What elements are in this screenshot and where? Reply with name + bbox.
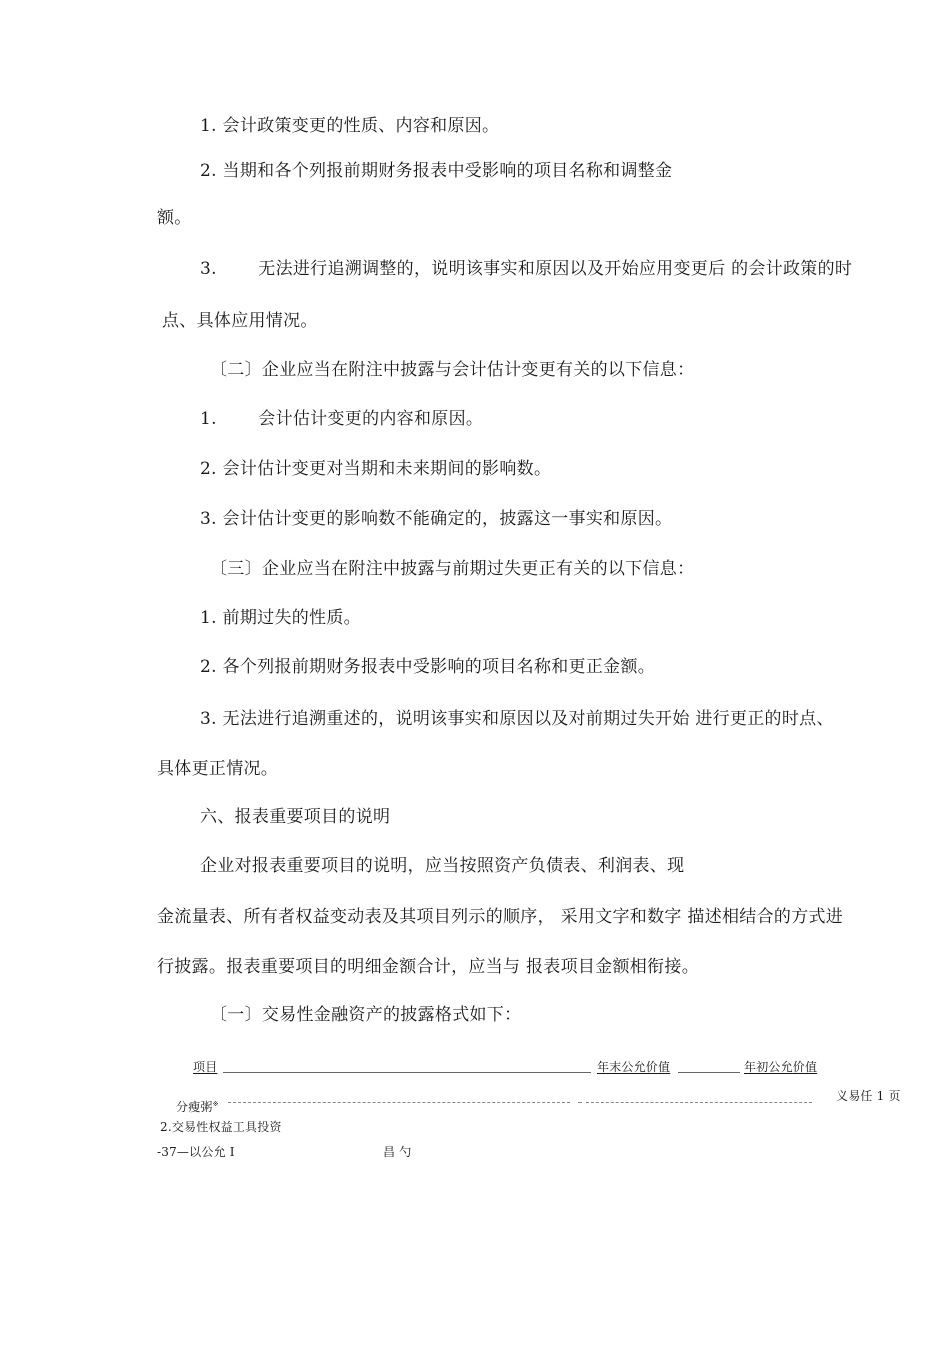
header-rule	[678, 1072, 740, 1073]
item-text: 无法进行追溯调整的，说明该事实和原因以及开始应用变更后 的会计政策的时	[258, 259, 853, 279]
item-number: 2.	[200, 657, 217, 677]
list-item-policy-2	[200, 160, 672, 182]
section-heading-trading-assets: 〔一〕交易性金融资产的披露格式如下：	[210, 1005, 522, 1025]
table-header-end-value: 年末公允价值	[597, 1060, 671, 1074]
row-rule	[586, 1102, 812, 1103]
section-heading-estimate: 〔二〕企业应当在附注中披露与会计估计变更有关的以下信息：	[210, 360, 695, 380]
list-item-error-2	[200, 656, 655, 678]
item-text: 无法进行追溯重述的，说明该事实和原因以及对前期过失开始 进行更正的时点、	[222, 709, 834, 729]
item-number: 2.	[200, 459, 217, 479]
table-header-item: 项目	[193, 1060, 218, 1074]
item-text: 会计政策变更的性质、内容和原因。	[222, 116, 500, 136]
item-text: 会计估计变更的影响数不能确定的，披露这一事实和原因。	[222, 509, 673, 529]
list-item-estimate-2	[200, 458, 551, 480]
item-number: 1.	[200, 608, 217, 628]
item-number: 2.	[200, 161, 217, 181]
item-number: 1.	[200, 409, 217, 429]
table-row-fragment: 昌 勺	[383, 1145, 412, 1159]
page-note: 义易任 1 页	[836, 1089, 901, 1103]
paragraph-line: 企业对报表重要项目的说明，应当按照资产负债表、利润表、现	[200, 856, 685, 876]
item-text: 当期和各个列报前期财务报表中受影响的项目名称和调整金	[222, 161, 673, 181]
list-item-policy-1	[200, 115, 499, 137]
row-footnote-mark: ※	[212, 1100, 219, 1108]
row-rule	[578, 1102, 582, 1103]
row-rule	[228, 1102, 570, 1103]
paragraph-line: 行披露。报表重要项目的明细金额合计，应当与 报表项目金额相衔接。	[157, 957, 700, 977]
section-heading-error: 〔三〕企业应当在附注中披露与前期过失更正有关的以下信息：	[210, 559, 695, 579]
item-text: 各个列报前期财务报表中受影响的项目名称和更正金额。	[222, 657, 656, 677]
continuation-text: 具体更正情况。	[157, 759, 279, 779]
continuation-text: 额。	[157, 208, 192, 228]
list-item-error-3	[200, 708, 834, 730]
list-item-policy-3	[200, 258, 852, 280]
list-item-estimate-3	[200, 508, 672, 530]
section-heading-six: 六、报表重要项目的说明	[200, 807, 391, 827]
table-row-label: 2.交易性权益工具投资	[160, 1120, 282, 1134]
list-item-error-1	[200, 607, 361, 629]
list-item-estimate-1	[200, 408, 483, 430]
continuation-text: 点、具体应用情况。	[162, 311, 318, 331]
item-text: 会计估计变更对当期和未来期间的影响数。	[222, 459, 552, 479]
paragraph-line: 金流量表、所有者权益变动表及其项目列示的顺序， 采用文字和数字 描述相结合的方式进	[157, 907, 844, 927]
table-row-label	[176, 1096, 219, 1115]
item-number: 3.	[200, 509, 217, 529]
item-text: 会计估计变更的内容和原因。	[258, 409, 484, 429]
row-text: 分瘦粥	[176, 1100, 213, 1114]
item-number: 3.	[200, 259, 217, 279]
item-text: 前期过失的性质。	[222, 608, 361, 628]
item-number: 3.	[200, 709, 217, 729]
table-header-begin-value: 年初公允价值	[744, 1060, 818, 1074]
header-rule	[223, 1072, 591, 1073]
item-number: 1.	[200, 116, 217, 136]
table-row-label: -37—以公允 I	[157, 1145, 235, 1159]
